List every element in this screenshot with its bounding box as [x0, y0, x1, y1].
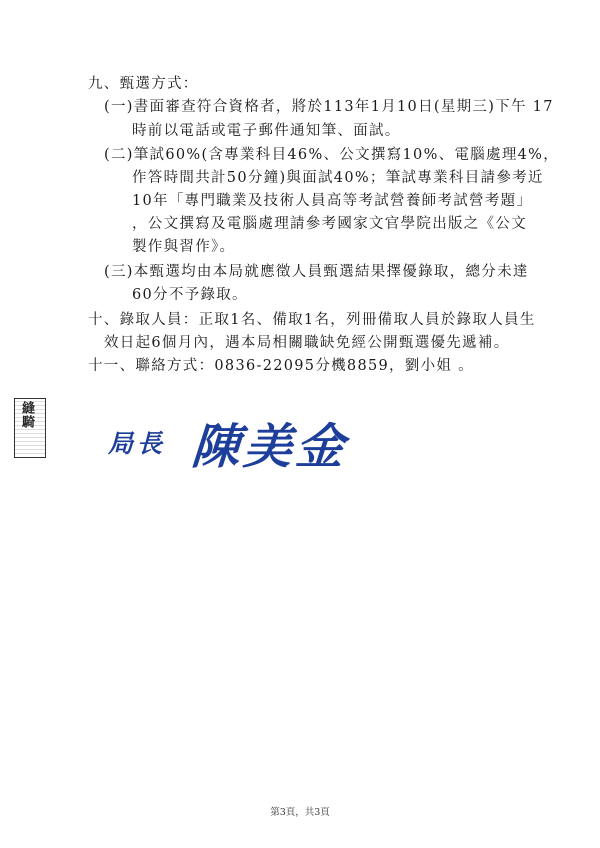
section-9-item-1-line-1: (一)書面審查符合資格者，將於113年1月10日(星期三)下午 17	[104, 99, 554, 115]
section-9-item-3-line-2: 60分不予錄取。	[132, 287, 248, 303]
section-9-item-2-line-5: 製作與習作》。	[132, 239, 236, 255]
section-9-item-2-line-4: ，公文撰寫及電腦處理請參考國家文官學院出版之《公文	[132, 216, 527, 232]
section-9-item-2-line-3: 10年「專門職業及技術人員高等考試營養師考試營考題」	[132, 193, 533, 209]
page-number-footer: 第3頁，共3頁	[270, 807, 330, 818]
signature-name: 陳美金	[189, 419, 350, 475]
seal-text: 縫騎	[19, 401, 34, 429]
section-9-item-3-line-1: (三)本甄選均由本局就應徵人員甄選結果擇優錄取，總分未達	[104, 264, 529, 280]
signature-title: 局長	[108, 429, 167, 458]
section-11-contact: 十一、聯絡方式：0836-22095分機8859，劉小姐 。	[88, 358, 474, 374]
section-9-item-1-line-2: 時前以電話或電子郵件通知筆、面試。	[132, 123, 401, 139]
section-10-line-2: 效日起6個月內，遇本局相關職缺免經公開甄選優先遞補。	[104, 335, 510, 351]
section-9-heading: 九、甄選方式：	[88, 76, 199, 92]
section-10-line-1: 十、錄取人員：正取1名、備取1名，列冊備取人員於錄取人員生	[88, 312, 536, 328]
section-9-item-2-line-2: 作答時間共計50分鐘)與面試40%；筆試專業科目請參考近	[132, 170, 544, 186]
binding-seal-stamp	[14, 398, 46, 458]
section-9-item-2-line-1: (二)筆試60%(含專業科目46%、公文撰寫10%、電腦處理4%，	[104, 147, 560, 163]
